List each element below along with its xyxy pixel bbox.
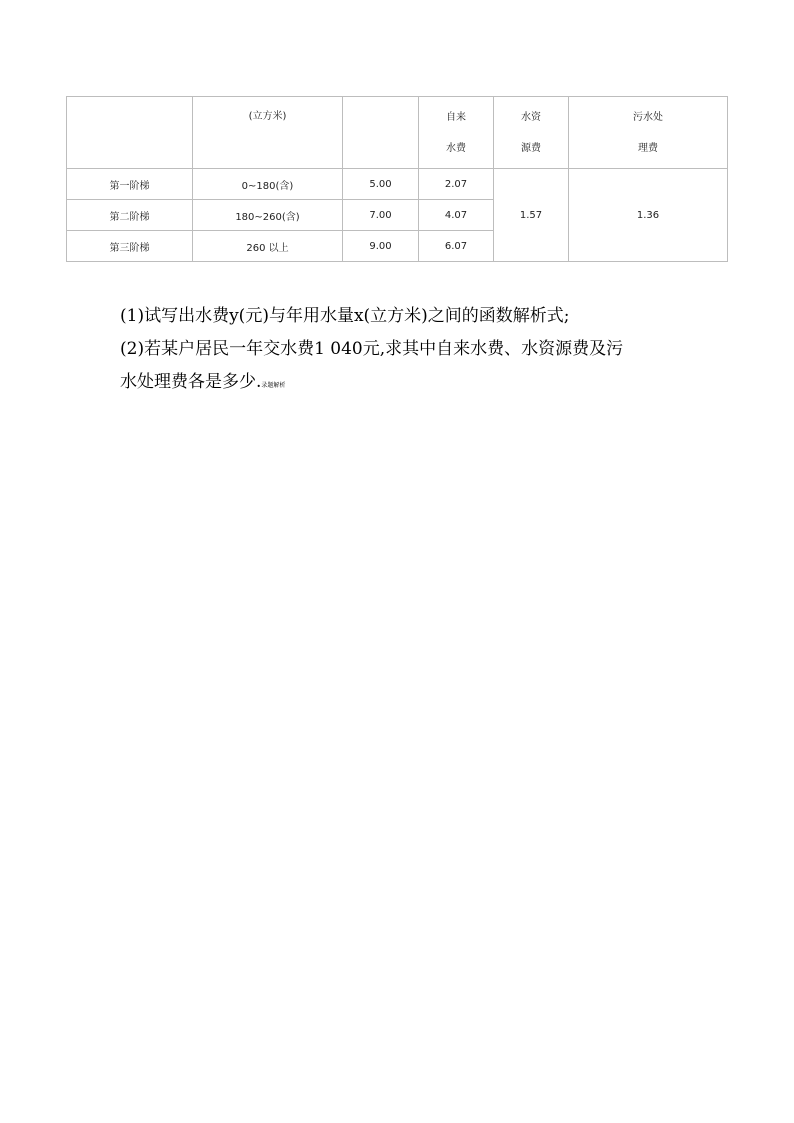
header-cell-sewage-fee bbox=[569, 97, 728, 169]
table-header-row bbox=[67, 97, 728, 169]
header-resource-fee-line2: 源费 bbox=[521, 142, 541, 154]
header-resource-fee-line1: 水资 bbox=[521, 111, 541, 123]
tap-fee-cell: 2.07 bbox=[419, 169, 494, 200]
header-cell-tier bbox=[67, 97, 193, 169]
water-price-table bbox=[66, 96, 728, 262]
question-1: (1)试写出水费y(元)与年用水量x(立方米)之间的函数解析式; bbox=[120, 306, 570, 326]
question-2-line-2-text: 水处理费各是多少. bbox=[120, 372, 262, 392]
tier-cell: 第一阶梯 bbox=[67, 169, 193, 200]
header-cell-resource-fee bbox=[494, 97, 569, 169]
range-cell: 260 以上 bbox=[193, 231, 343, 262]
tap-fee-cell: 4.07 bbox=[419, 200, 494, 231]
price-cell: 5.00 bbox=[343, 169, 419, 200]
sewage-fee-cell: 1.36 bbox=[569, 169, 728, 262]
question-2-line-1: (2)若某户居民一年交水费1 040元,求其中自来水费、水资源费及污 bbox=[120, 339, 624, 359]
range-cell: 0~180(含) bbox=[193, 169, 343, 200]
analysis-mark: 录题解析 bbox=[261, 382, 286, 389]
header-tap-fee-line2: 水费 bbox=[446, 142, 466, 154]
header-cell-tap-fee bbox=[419, 97, 494, 169]
header-sewage-fee-line2: 理费 bbox=[638, 142, 658, 154]
price-cell: 9.00 bbox=[343, 231, 419, 262]
header-tap-fee-line1: 自来 bbox=[446, 111, 466, 123]
question-2-line-2 bbox=[120, 366, 680, 402]
range-cell: 180~260(含) bbox=[193, 200, 343, 231]
tier-cell: 第三阶梯 bbox=[67, 231, 193, 262]
tier-cell: 第二阶梯 bbox=[67, 200, 193, 231]
table-row bbox=[67, 169, 728, 200]
header-sewage-fee-line1: 污水处 bbox=[633, 111, 663, 123]
price-cell: 7.00 bbox=[343, 200, 419, 231]
header-cell-volume: (立方米) bbox=[193, 97, 343, 169]
tap-fee-cell: 6.07 bbox=[419, 231, 494, 262]
header-cell-price bbox=[343, 97, 419, 169]
question-block bbox=[120, 300, 680, 402]
resource-fee-cell: 1.57 bbox=[494, 169, 569, 262]
